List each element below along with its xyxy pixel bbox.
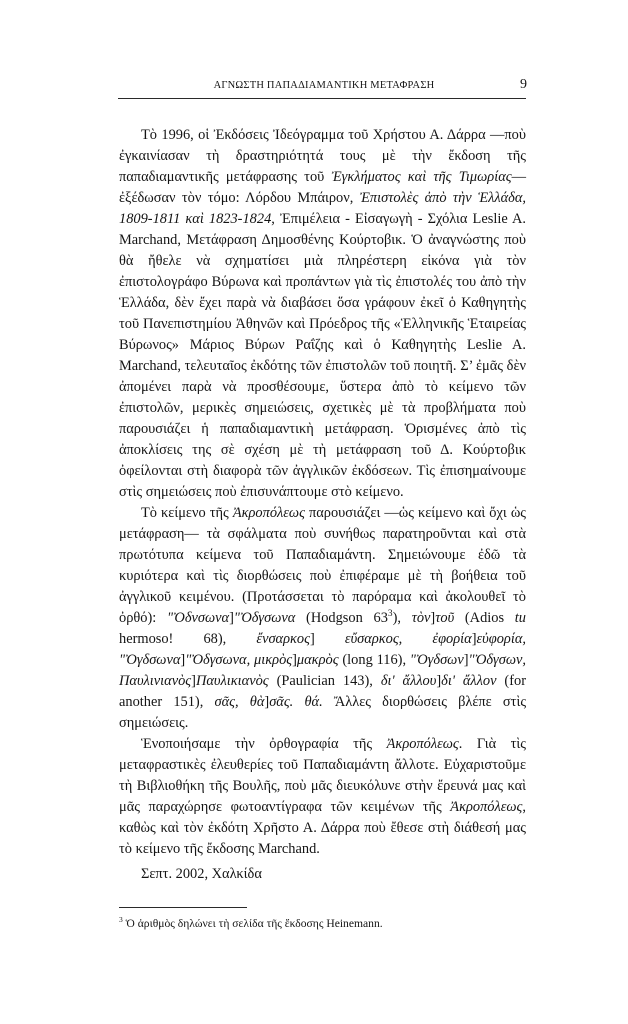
text-run: ] xyxy=(309,631,345,647)
italic-text: τὸν xyxy=(411,610,431,626)
text-run: hermoso! 68), xyxy=(119,631,257,647)
text-run: παρουσιάζει —ὡς κείμενο καὶ ὄχι ὡς μετάφραση— τὰ σφάλματα ποὺ συνήθως παρατηροῦνται καὶ στὰ πρωτότυπα κείμενα τοῦ Παπαδιαμάντη. Σημειώνουμε ἐδῶ τὰ κυριότερα καὶ τὶς διορθώσεις ποὺ ἐπιφέραμε μὲ τὴ βοήθεια τοῦ ἀγγλικοῦ κειμένου. (Προτάσσεται τὸ παρόραμα καὶ ἀκολουθεῖ τὸ ὀρθό): xyxy=(119,505,526,626)
signature-line: Σεπτ. 2002, Χαλκίδα xyxy=(141,866,262,882)
text-run: ] xyxy=(191,673,196,689)
page-number: 9 xyxy=(520,77,527,92)
text-run: (Paulician 143), xyxy=(268,673,381,689)
italic-text: Ἐπιστολὲς ἀπὸ τὴν Ἑλλάδα, 1809-1811 καὶ 1823-1824 xyxy=(119,190,526,227)
paragraph xyxy=(119,125,526,503)
header-rule xyxy=(118,98,526,99)
running-title: ΑΓΝΩΣΤΗ ΠΑΠΑΔΙΑΜΑΝΤΙΚΗ ΜΕΤΑΦΡΑΣΗ xyxy=(213,80,435,91)
italic-text: δι' ἄλλου xyxy=(380,673,437,689)
footnote xyxy=(119,916,526,931)
text-run: Ἑνοποιήσαμε τὴν ὀρθογραφία τῆς xyxy=(141,736,387,752)
text-run: ] xyxy=(436,673,442,689)
italic-text: Ἀκροπόλεως xyxy=(232,505,305,521)
italic-text: ἔνσαρκος xyxy=(256,631,310,647)
text-run: ] xyxy=(264,694,270,710)
italic-text: μακρὸς xyxy=(296,652,339,668)
text-run: Ἄλλες διορθώσεις βλέπε στὶς σημειώσεις. xyxy=(119,694,527,731)
text-run: (long 116), xyxy=(338,652,410,668)
italic-text: tu xyxy=(514,610,526,626)
italic-text: "Ὀδγσωνα xyxy=(233,610,296,626)
paragraph xyxy=(119,734,526,860)
text-run: ] xyxy=(292,652,297,668)
text-run: ), xyxy=(392,610,412,626)
footnote-reference: 3 xyxy=(387,609,393,620)
italic-text: Παυλικιανὸς xyxy=(195,673,269,689)
italic-text: σᾶς, θὰ xyxy=(214,694,265,710)
body-text xyxy=(119,125,526,885)
italic-text: Ἀκροπόλεως xyxy=(386,736,459,752)
text-run: (Hodgson 63 xyxy=(295,610,388,626)
text-run: ] xyxy=(471,631,477,647)
italic-text: εὔσαρκος, ἐφορία xyxy=(344,631,472,647)
text-run: Τὸ 1996, οἱ Ἐκδόσεις Ἰδεόγραμμα τοῦ Χρήστου Α. Δάρρα —ποὺ ἐγκαινίασαν τὴ δραστηριότητά τους μὲ τὴν ἔκδοση τῆς παπαδιαμαντικῆς μετάφρασης τοῦ xyxy=(119,127,526,185)
italic-text: "Ὀδγσωνα, μικρὸς xyxy=(185,652,293,668)
text-run: . Γιὰ τὶς μεταφραστικὲς ἐλευθερίες τοῦ Παπαδιαμάντη ἄλλοτε. Εὐχαριστοῦμε τὴ Βιβλιοθήκη τῆς Βουλῆς, ποὺ μᾶς διευκόλυνε στὴν ἔρευνά μας καὶ μᾶς παραχώρησε φωτοαντίγραφα τῶν κειμένων τῆς xyxy=(119,736,527,815)
italic-text: Ἐγκλήματος καὶ τῆς Τιμωρίας xyxy=(331,169,512,185)
paragraph xyxy=(119,503,526,734)
text-run: , καθὼς καὶ τὸν ἐκδότη Χρῆστο Α. Δάρρα ποὺ ἔθεσε στὴ διάθεσή μας τὸ κείμενο τῆς ἔκδοσης Marchand. xyxy=(119,799,526,857)
italic-text: "Ὀγδσων xyxy=(409,652,464,668)
footnote-marker: 3 xyxy=(119,915,123,925)
italic-text: εὐφορία, "Ὀγδσωνα xyxy=(119,631,526,668)
text-run: ] xyxy=(180,652,186,668)
text-run: , Ἐπιμέλεια - Εἰσαγωγὴ - Σχόλια Leslie A. Marchand, Μετάφραση Δημοσθένης Κούρτοβικ. Ὁ ἀναγνώστης ποὺ θὰ ἤθελε νὰ σχηματίσει μιὰ πληρέστερη εἰκόνα γιὰ τὸν ἐπιστολογράφο Βύρωνα καὶ προπάντων γιὰ τὶς ἐπιστολές του ἀπὸ τὴν Ἑλλάδα, δὲν ἔχει παρὰ νὰ διαβάσει ὅσα γράφουν ἐκεῖ ὁ Καθηγητὴς τοῦ Πανεπιστημίου Ἀθηνῶν καὶ Πρόεδρος τῆς «Ἑλληνικῆς Ἑταιρείας Βύρωνος» Μάριος Βύρων Ραΐζης καὶ ὁ Καθηγητὴς Leslie A. Marchand, τελευταῖος ἐκδότης τῶν ἐπιστολῶν τοῦ ποιητῆ. Σ’ ἐμᾶς δὲν ἀπομένει παρὰ νὰ προσθέσουμε, ὕστερα ἀπὸ τὸ κείμενο τῶν ἐπιστολῶν, μερικὲς σημειώσεις, σχετικὲς μὲ τὰ προβλήματα ποὺ παρουσιάζει ἡ παπαδιαμαντικὴ μετάφραση. Ὁρισμένες ἀπὸ τὶς ἀποκλίσεις της σὲ σχέση μὲ τὴ μετάφραση τοῦ Δ. Κούρτοβικ ὀφείλονται στὴ διαφορὰ τῶν ἀγγλικῶν ἐκδόσεων. Τὶς ἐπισημαίνουμε στὶς σημειώσεις ποὺ ἐπισυνάπτουμε στὸ κείμενο. xyxy=(119,211,526,500)
text-run: (Adios xyxy=(454,610,515,626)
text-run: (for another 151), xyxy=(119,673,527,710)
text-run: ] xyxy=(229,610,234,626)
text-run: ] xyxy=(463,652,469,668)
italic-text: σᾶς. θά. xyxy=(269,694,323,710)
text-run: Τὸ κείμενο τῆς xyxy=(141,505,233,521)
text-run: ] xyxy=(430,610,436,626)
italic-text: δι' ἄλλον xyxy=(441,673,497,689)
italic-text: "Ὀδνσωνα xyxy=(166,610,230,626)
text-run: — ἐξέδωσαν τὸν τόμο: Λόρδου Μπάιρον, xyxy=(119,169,526,206)
footnote-rule xyxy=(119,907,247,908)
italic-text: τοῦ xyxy=(435,610,455,626)
italic-text: "Ὀδγσων, Παυλινιανὸς xyxy=(119,652,526,689)
footnote-text: Ὁ ἀριθμὸς δηλώνει τὴ σελίδα τῆς ἔκδοσης Heinemann. xyxy=(122,917,383,930)
italic-text: Ἀκροπόλεως xyxy=(450,799,523,815)
